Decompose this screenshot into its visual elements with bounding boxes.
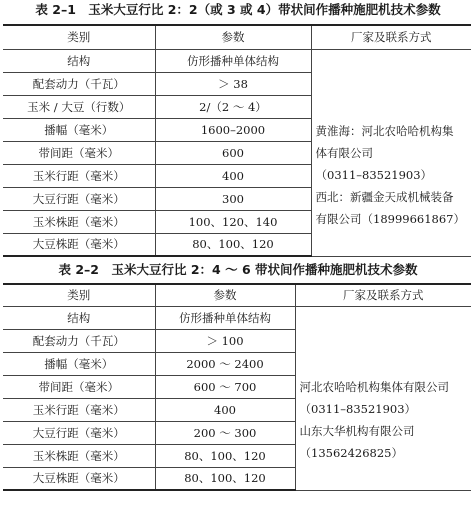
table-header-row	[3, 284, 471, 306]
contact-line: 黄淮海：河北农哈哈机构集	[315, 123, 454, 138]
row-value: 1600–2000	[155, 118, 311, 141]
row-value: 100、120、140	[155, 210, 311, 233]
contact-line: 山东大华机构有限公司	[299, 424, 415, 438]
row-label: 带间距（毫米）	[3, 141, 155, 164]
row-label: 大豆株距（毫米）	[3, 467, 155, 490]
row-value: 400	[155, 398, 295, 421]
contact-line: （13562426825）	[299, 446, 403, 460]
row-value: 2/（2 ～ 4）	[155, 95, 311, 118]
row-value: 80、100、120	[155, 467, 295, 490]
row-value: 仿形播种单体结构	[155, 49, 311, 72]
row-value: 300	[155, 187, 311, 210]
row-label: 配套动力（千瓦）	[3, 329, 155, 352]
contact-line: 体有限公司	[315, 145, 373, 160]
row-label: 大豆行距（毫米）	[3, 187, 155, 210]
row-value: 80、100、120	[155, 444, 295, 467]
table-header-row	[3, 25, 471, 49]
header-category: 类别	[3, 284, 155, 306]
row-value: ＞ 38	[155, 72, 311, 95]
header-manufacturer: 厂家及联系方式	[311, 25, 471, 49]
table-row	[3, 306, 471, 329]
contact-line: 有限公司（18999661867）	[315, 211, 465, 226]
row-label: 玉米株距（毫米）	[3, 210, 155, 233]
header-parameter: 参数	[155, 284, 295, 306]
row-label: 带间距（毫米）	[3, 375, 155, 398]
header-category: 类别	[3, 25, 155, 49]
row-label: 播幅（毫米）	[3, 118, 155, 141]
row-label: 大豆株距（毫米）	[3, 233, 155, 256]
row-value: ＞ 100	[155, 329, 295, 352]
manufacturer-contact	[295, 306, 471, 490]
table-row	[3, 49, 471, 72]
row-label: 大豆行距（毫米）	[3, 421, 155, 444]
table-2	[3, 283, 471, 491]
row-value: 600	[155, 141, 311, 164]
row-label: 玉米行距（毫米）	[3, 398, 155, 421]
row-value: 600 ～ 700	[155, 375, 295, 398]
contact-line: 西北：新疆金天成机械装备	[315, 189, 454, 204]
row-value: 80、100、120	[155, 233, 311, 256]
table-2-caption: 表 2–2 玉米大豆行比 2：4 ～ 6 带状间作播种施肥机技术参数	[58, 262, 418, 277]
row-label: 配套动力（千瓦）	[3, 72, 155, 95]
row-value: 200 ～ 300	[155, 421, 295, 444]
row-label: 玉米行距（毫米）	[3, 164, 155, 187]
row-value: 2000 ～ 2400	[155, 352, 295, 375]
row-label: 播幅（毫米）	[3, 352, 155, 375]
contact-line: （0311–83521903）	[315, 167, 433, 182]
manufacturer-contact	[311, 49, 471, 256]
contact-line: （0311–83521903）	[299, 402, 417, 416]
table-1-caption: 表 2–1 玉米大豆行比 2：2（或 3 或 4）带状间作播种施肥机技术参数	[35, 2, 441, 17]
contact-line: 河北农哈哈机构集体有限公司	[299, 380, 449, 394]
row-label: 玉米 / 大豆（行数）	[3, 95, 155, 118]
row-label: 结构	[3, 49, 155, 72]
header-parameter: 参数	[155, 25, 311, 49]
row-value: 仿形播种单体结构	[155, 306, 295, 329]
row-value: 400	[155, 164, 311, 187]
table-1	[3, 24, 471, 257]
header-manufacturer: 厂家及联系方式	[295, 284, 471, 306]
row-label: 结构	[3, 306, 155, 329]
row-label: 玉米株距（毫米）	[3, 444, 155, 467]
